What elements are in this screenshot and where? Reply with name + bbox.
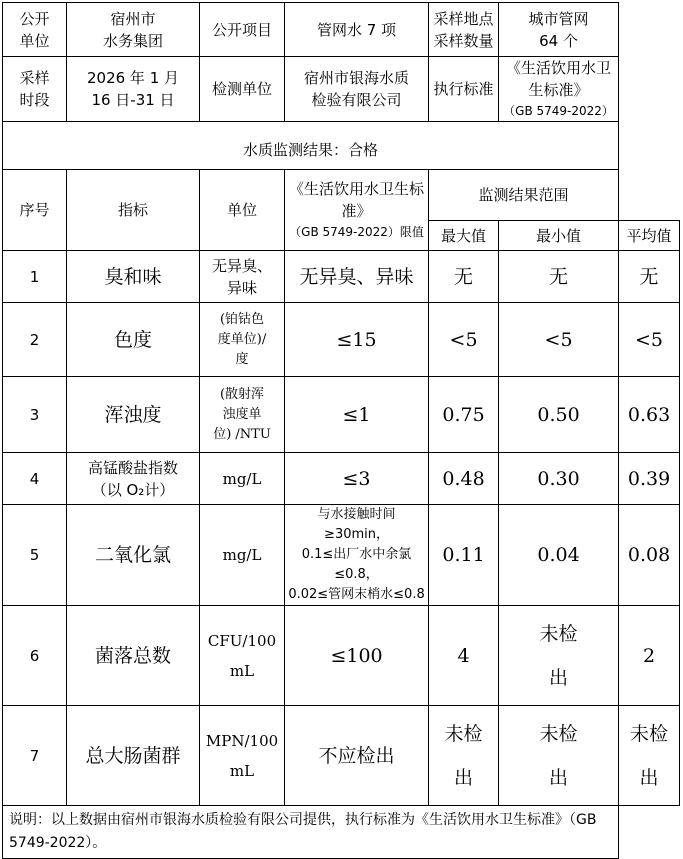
result-status: 水质监测结果：合格 [3,132,619,170]
row-max: 4 [429,606,499,706]
row-min: 未检 出 [499,706,619,806]
row-avg: 0.39 [619,453,680,505]
row-avg: 无 [619,251,680,303]
row-max: 无 [429,251,499,303]
spacer-cell [3,122,619,132]
row-max: 未检 出 [429,706,499,806]
row-no: 3 [3,377,67,453]
table-row [3,251,680,303]
row-min: 0.04 [499,505,619,606]
row-indicator: 高锰酸盐指数 （以 O₂计） [67,453,200,505]
standard-name: 《生活饮用水卫生标准》 [506,59,612,99]
disclosure-item-label: 公开项目 [200,3,285,57]
row-max: 0.11 [429,505,499,606]
table-row [3,706,680,806]
col-indicator: 指标 [67,170,200,251]
col-unit: 单位 [200,170,285,251]
col-min: 最小值 [499,221,619,251]
table-row [3,303,680,377]
table-row [3,453,680,505]
row-indicator: 总大肠菌群 [67,706,200,806]
row-limit: ≤1 [285,377,429,453]
column-header-row [3,170,680,221]
row-min: <5 [499,303,619,377]
row-indicator: 色度 [67,303,200,377]
row-limit: 与水接触时间≥30min， 0.1≤出厂水中余氯≤0.8， 0.02≤管网末梢水≤0.8 [285,505,429,606]
testing-unit-value: 宿州市银海水质 检验有限公司 [285,57,429,122]
header-row-2 [3,57,680,122]
sampling-period-value: 2026 年 1 月 16 日-31 日 [67,57,200,122]
row-indicator: 臭和味 [67,251,200,303]
row-avg: 2 [619,606,680,706]
footnote-row [3,806,680,859]
row-unit: 无异臭、 异味 [200,251,285,303]
disclosure-unit-value: 宿州市 水务集团 [67,3,200,57]
row-limit: ≤100 [285,606,429,706]
row-limit: 不应检出 [285,706,429,806]
row-indicator: 二氧化氯 [67,505,200,606]
col-no: 序号 [3,170,67,251]
row-min: 0.30 [499,453,619,505]
sampling-site-value: 城市管网 64 个 [499,3,619,57]
standard-value [499,57,619,122]
row-unit: (散射浑 浊度单 位) /NTU [200,377,285,453]
row-avg: 0.08 [619,505,680,606]
header-row-1 [3,3,680,57]
col-limit [285,170,429,251]
row-min: 未检 出 [499,606,619,706]
row-unit: mg/L [200,505,285,606]
col-limit-line2: （GB 5749-2022）限值 [289,225,424,239]
col-range: 监测结果范围 [429,170,619,221]
row-min: 无 [499,251,619,303]
row-limit: 无异臭、异味 [285,251,429,303]
footnote: 说明：以上数据由宿州市银海水质检验有限公司提供，执行标准为《生活饮用水卫生标准》（GB 5749-2022）。 [3,806,619,859]
col-max: 最大值 [429,221,499,251]
testing-unit-label: 检测单位 [200,57,285,122]
row-avg: 0.63 [619,377,680,453]
disclosure-item-value: 管网水 7 项 [285,3,429,57]
sampling-site-label: 采样地点 采样数量 [429,3,499,57]
sampling-period-label: 采样 时段 [3,57,67,122]
row-max: 0.48 [429,453,499,505]
row-no: 4 [3,453,67,505]
row-unit: MPN/100 mL [200,706,285,806]
row-unit: CFU/100 mL [200,606,285,706]
standard-code: （GB 5749-2022） [503,104,614,118]
water-quality-table [2,2,680,859]
row-avg: <5 [619,303,680,377]
row-max: 0.75 [429,377,499,453]
row-unit: mg/L [200,453,285,505]
table-row [3,606,680,706]
standard-label: 执行标准 [429,57,499,122]
row-indicator: 浑浊度 [67,377,200,453]
col-avg: 平均值 [619,221,680,251]
disclosure-unit-label: 公开 单位 [3,3,67,57]
spacer-row [3,122,680,132]
col-limit-line1: 《生活饮用水卫生标准》 [289,180,425,220]
row-no: 2 [3,303,67,377]
row-limit: ≤15 [285,303,429,377]
table-row [3,377,680,453]
row-unit: (铂钴色 度单位)/ 度 [200,303,285,377]
result-status-row [3,132,680,170]
row-max: <5 [429,303,499,377]
row-min: 0.50 [499,377,619,453]
table-row [3,505,680,606]
row-avg: 未检 出 [619,706,680,806]
row-limit: ≤3 [285,453,429,505]
row-no: 1 [3,251,67,303]
row-no: 6 [3,606,67,706]
row-no: 5 [3,505,67,606]
row-no: 7 [3,706,67,806]
row-indicator: 菌落总数 [67,606,200,706]
